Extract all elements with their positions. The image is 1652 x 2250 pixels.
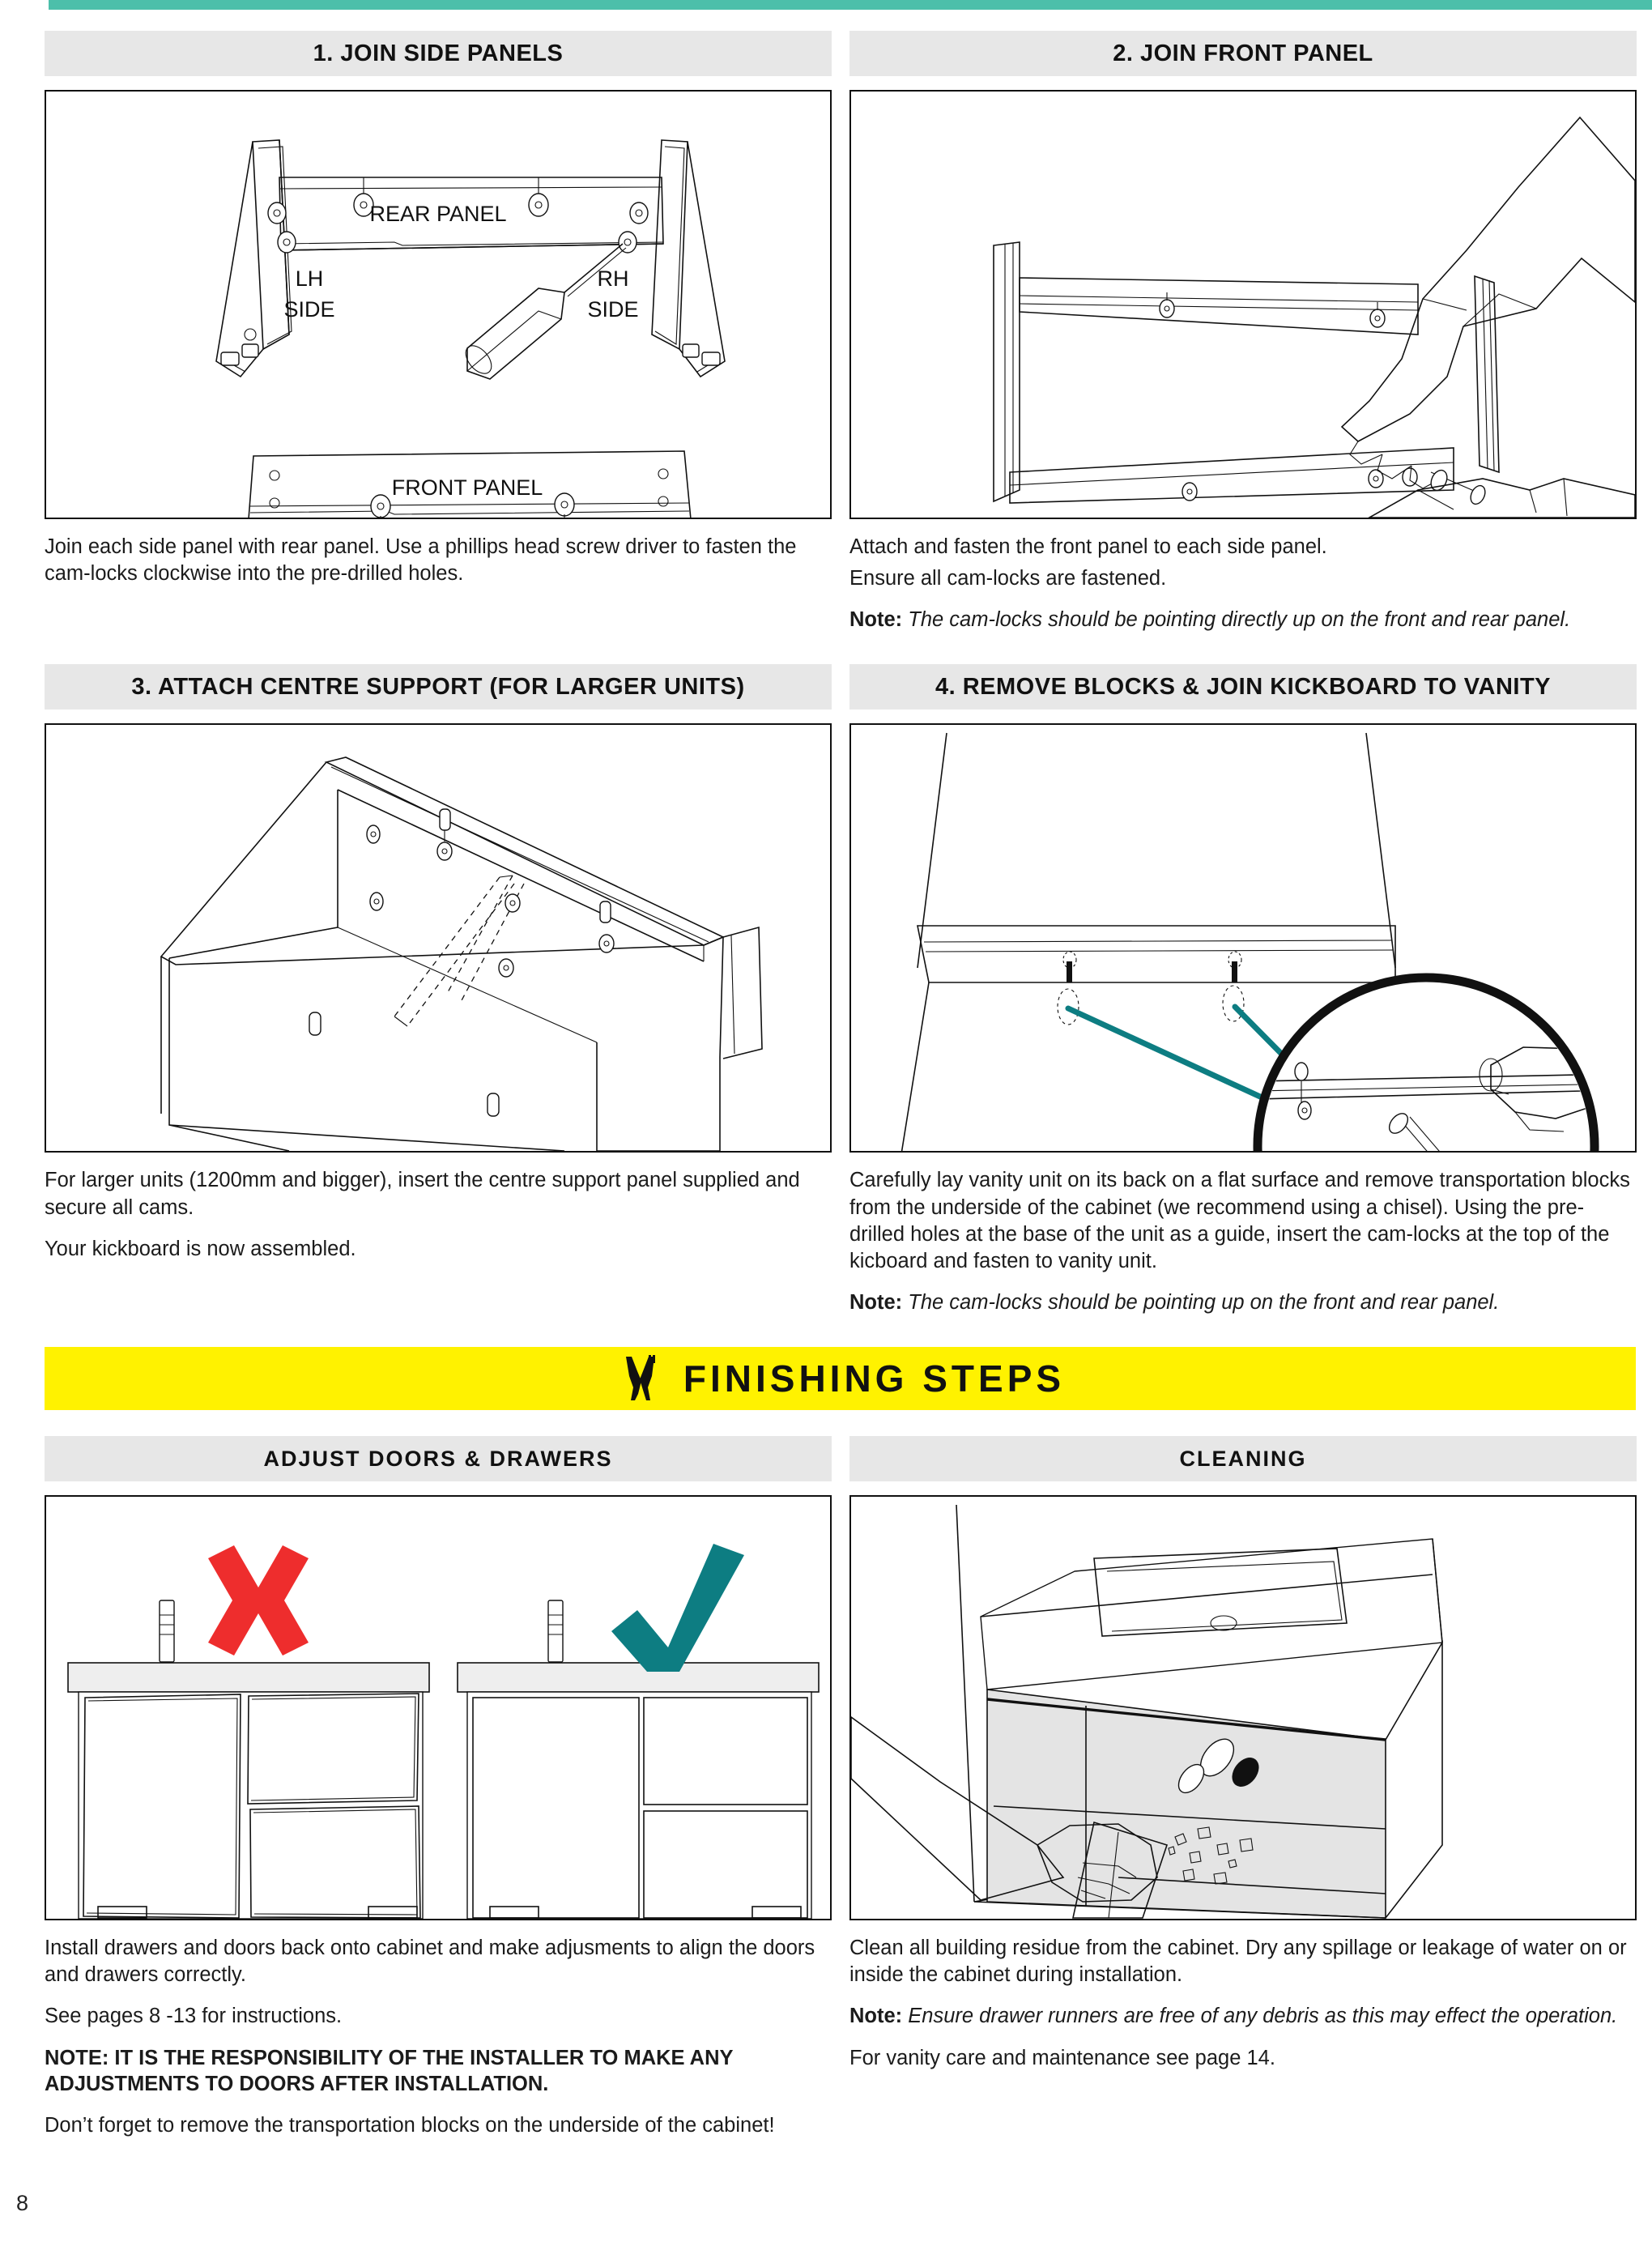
door-alignment-illustration	[46, 1497, 830, 1919]
aligned-vanity	[458, 1544, 819, 1919]
cleaning-body-2: For vanity care and maintenance see page 14.	[849, 2046, 1275, 2069]
step-4-panel	[849, 664, 1637, 1316]
join-side-panels-illustration	[46, 92, 830, 518]
step-2-header: 2. JOIN FRONT PANEL	[849, 31, 1637, 76]
cleaning-caption	[849, 1935, 1637, 2072]
adjust-doors-figure	[45, 1495, 832, 1920]
rh-side-label-1: RH	[597, 266, 629, 291]
adjust-body-3: Don’t forget to remove the transportation blocks on the underside of the cabinet!	[45, 2113, 775, 2137]
steps-row-2	[45, 664, 1636, 1316]
join-front-panel-illustration	[851, 92, 1635, 518]
page-number: 8	[16, 2191, 29, 2215]
step-2-note-text: The cam-locks should be pointing directly up on the front and rear panel.	[908, 608, 1571, 632]
cleaning-figure	[849, 1495, 1637, 1920]
adjust-body-1: Install drawers and doors back onto cabinet and make adjusments to align the doors and drawers correctly.	[45, 1937, 815, 1987]
step-2-caption	[849, 534, 1637, 633]
crossed-tools-icon	[615, 1353, 666, 1404]
step-3-caption	[45, 1167, 832, 1262]
cleaning-header: CLEANING	[849, 1436, 1637, 1481]
step-2-body-line-1: Attach and fasten the front panel to each side panel.	[849, 535, 1327, 558]
remove-blocks-illustration	[851, 725, 1635, 1151]
step-2-note	[849, 607, 1637, 633]
front-panel-label: FRONT PANEL	[391, 475, 543, 500]
step-4-header: 4. REMOVE BLOCKS & JOIN KICKBOARD TO VANITY	[849, 664, 1637, 710]
misaligned-vanity	[68, 1545, 429, 1919]
step-4-note	[849, 1289, 1637, 1316]
cleaning-panel	[849, 1436, 1637, 2139]
step-4-figure	[849, 723, 1637, 1153]
step-4-note-text: The cam-locks should be pointing up on the front and rear panel.	[908, 1290, 1500, 1314]
adjust-body-2: See pages 8 -13 for instructions.	[45, 2005, 343, 2028]
red-cross-icon	[208, 1545, 309, 1656]
rh-side-label-2: SIDE	[587, 297, 639, 322]
finishing-steps-banner	[45, 1347, 1636, 1410]
adjust-doors-panel	[45, 1436, 832, 2139]
cleaning-note	[849, 2003, 1637, 2030]
step-3-body-2: Your kickboard is now assembled.	[45, 1237, 356, 1260]
step-2-note-label: Note:	[849, 608, 903, 632]
rear-panel-label: REAR PANEL	[369, 202, 507, 226]
cleaning-note-text: Ensure drawer runners are free of any debris as this may effect the operation.	[908, 2005, 1618, 2028]
step-3-panel	[45, 664, 832, 1316]
steps-row-1	[45, 31, 1636, 633]
cleaning-body-1: Clean all building residue from the cabinet. Dry any spillage or leakage of water on or inside the cabinet during installation.	[849, 1937, 1627, 1987]
adjust-doors-caption	[45, 1935, 832, 2139]
step-1-body: Join each side panel with rear panel. Use a phillips head screw driver to fasten the cam-locks clockwise into the pre-drilled holes.	[45, 535, 797, 586]
adjust-doors-header: ADJUST DOORS & DRAWERS	[45, 1436, 832, 1481]
step-2-figure	[849, 90, 1637, 519]
step-2-panel	[849, 31, 1637, 633]
centre-support-illustration	[46, 725, 830, 1151]
finishing-row	[45, 1436, 1636, 2139]
step-1-figure	[45, 90, 832, 519]
step-3-header: 3. ATTACH CENTRE SUPPORT (FOR LARGER UNITS)	[45, 664, 832, 710]
cleaning-illustration	[851, 1497, 1635, 1919]
step-4-caption	[849, 1167, 1637, 1316]
lh-side-label-2: SIDE	[283, 297, 335, 322]
finishing-steps-title: FINISHING STEPS	[683, 1357, 1066, 1400]
adjust-note-caps: NOTE: IT IS THE RESPONSIBILITY OF THE INSTALLER TO MAKE ANY ADJUSTMENTS TO DOORS AFTER INSTALLATION.	[45, 2046, 734, 2096]
step-1-panel	[45, 31, 832, 633]
step-3-body: For larger units (1200mm and bigger), insert the centre support panel supplied and secure all cams.	[45, 1169, 800, 1219]
cleaning-note-label: Note:	[849, 2005, 903, 2028]
teal-check-icon	[611, 1544, 744, 1672]
step-1-header: 1. JOIN SIDE PANELS	[45, 31, 832, 76]
step-4-note-label: Note:	[849, 1290, 903, 1314]
step-1-caption	[45, 534, 832, 587]
lh-side-label-1: LH	[295, 266, 324, 291]
step-3-figure	[45, 723, 832, 1153]
step-4-body: Carefully lay vanity unit on its back on a flat surface and remove transportation blocks from the underside of the cabinet (we recommend using a chisel). Using the pre-drilled holes at the base of the unit as a guide, insert the cam-locks at the top of the kicboard and fasten to vanity unit.	[849, 1169, 1630, 1272]
step-2-body-line-2: Ensure all cam-locks are fastened.	[849, 567, 1167, 590]
